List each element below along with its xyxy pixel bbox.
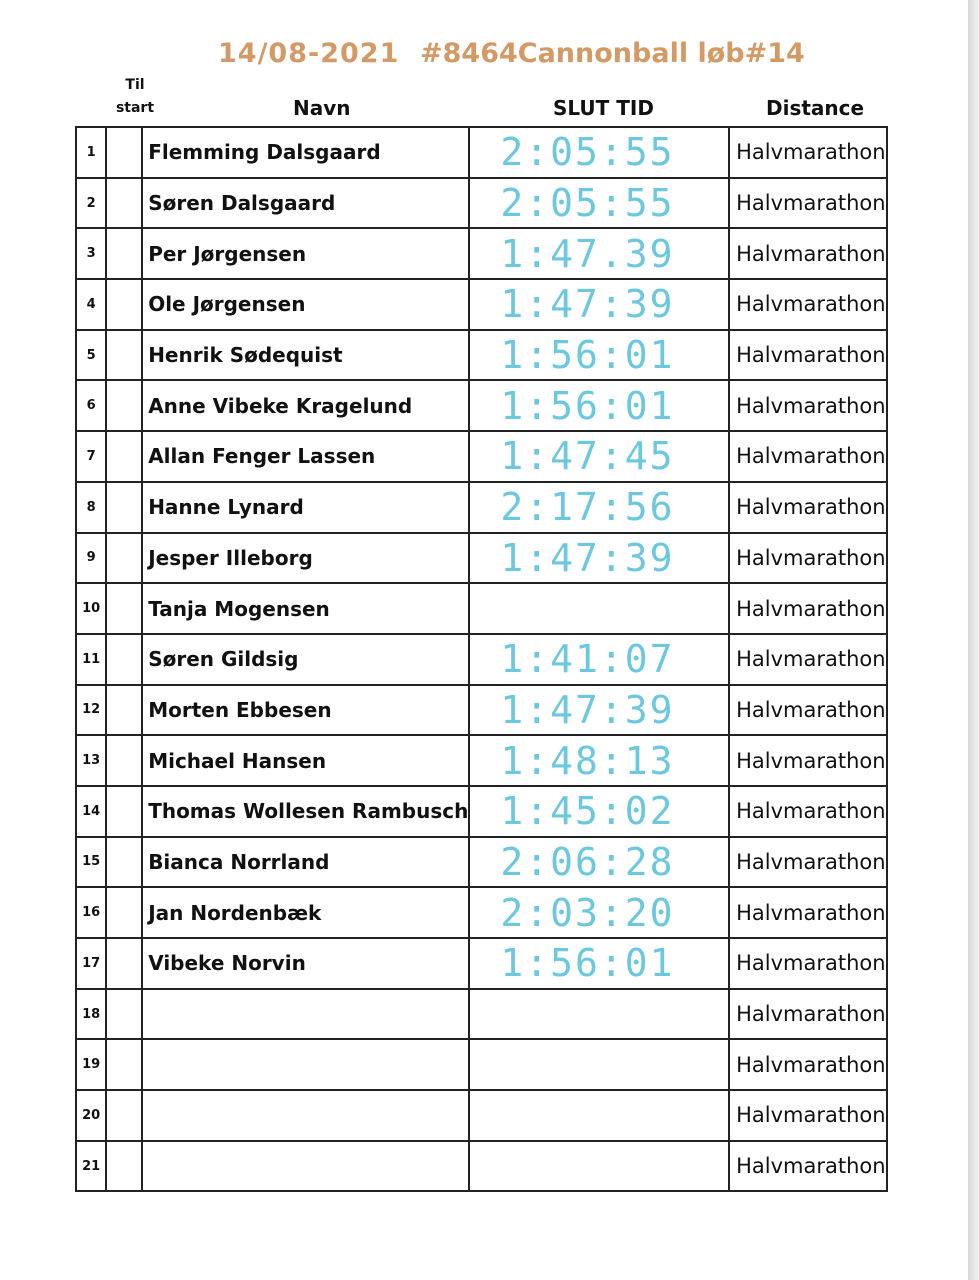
row-number: 17 [76,938,106,989]
distance-cell: Halvmarathon [729,380,887,431]
finish-time: 1:47.39 [469,228,729,279]
row-number: 4 [76,279,106,330]
til-start-cell [106,989,142,1040]
til-start-cell [106,837,142,888]
til-start-cell [106,431,142,482]
finish-time: 1:48:13 [469,735,729,786]
row-number: 13 [76,735,106,786]
distance-cell: Halvmarathon [729,482,887,533]
table-row [76,786,887,837]
runner-name [142,989,469,1040]
finish-time: 1:47:39 [469,685,729,736]
til-start-line1: Til [125,77,145,93]
runner-name: Bianca Norrland [142,837,469,888]
til-start-cell [106,938,142,989]
til-start-cell [106,735,142,786]
row-number: 14 [76,786,106,837]
runner-name: Hanne Lynard [142,482,469,533]
runner-name [142,1141,469,1192]
til-start-cell [106,279,142,330]
runner-name: Tanja Mogensen [142,583,469,634]
table-row [76,938,887,989]
distance-cell: Halvmarathon [729,1039,887,1090]
distance-cell: Halvmarathon [729,735,887,786]
row-number: 9 [76,533,106,584]
table-row [76,1039,887,1090]
table-row [76,837,887,888]
finish-time: 1:47:39 [469,533,729,584]
runner-name: Anne Vibeke Kragelund [142,380,469,431]
til-start-cell [106,127,142,178]
finish-time: 1:47:39 [469,279,729,330]
finish-time: 1:41:07 [469,634,729,685]
runner-name: Søren Gildsig [142,634,469,685]
runner-name: Michael Hansen [142,735,469,786]
runner-name: Allan Fenger Lassen [142,431,469,482]
til-start-cell [106,786,142,837]
finish-time: 2:05:55 [469,127,729,178]
row-number: 2 [76,178,106,229]
table-row [76,989,887,1040]
til-start-cell [106,380,142,431]
distance-cell: Halvmarathon [729,228,887,279]
til-start-cell [106,1039,142,1090]
distance-cell: Halvmarathon [729,989,887,1040]
row-number: 18 [76,989,106,1040]
table-row [76,431,887,482]
row-number: 3 [76,228,106,279]
finish-time [469,583,729,634]
table-row [76,887,887,938]
distance-cell: Halvmarathon [729,1090,887,1141]
event-title: #8464Cannonball løb#14 [420,38,805,69]
til-start-cell [106,634,142,685]
distance-cell: Halvmarathon [729,330,887,381]
distance-cell: Halvmarathon [729,583,887,634]
row-number: 6 [76,380,106,431]
til-start-cell [106,1141,142,1192]
table-row [76,380,887,431]
til-start-cell [106,1090,142,1141]
distance-cell: Halvmarathon [729,533,887,584]
row-number: 21 [76,1141,106,1192]
til-start-cell [106,228,142,279]
column-header-til-start [110,74,160,120]
finish-time: 2:05:55 [469,178,729,229]
row-number: 20 [76,1090,106,1141]
row-number: 19 [76,1039,106,1090]
finish-time [469,989,729,1040]
runner-name: Flemming Dalsgaard [142,127,469,178]
finish-time: 2:06:28 [469,837,729,888]
distance-cell: Halvmarathon [729,634,887,685]
results-table [75,126,888,1192]
runner-name: Per Jørgensen [142,228,469,279]
runner-name: Jesper Illeborg [142,533,469,584]
distance-cell: Halvmarathon [729,837,887,888]
til-start-cell [106,583,142,634]
finish-time: 1:56:01 [469,380,729,431]
finish-time [469,1141,729,1192]
runner-name: Vibeke Norvin [142,938,469,989]
distance-cell: Halvmarathon [729,887,887,938]
row-number: 16 [76,887,106,938]
table-row [76,583,887,634]
til-start-line2: start [115,100,155,116]
runner-name [142,1039,469,1090]
table-row [76,279,887,330]
distance-cell: Halvmarathon [729,685,887,736]
row-number: 11 [76,634,106,685]
sheet-header [0,38,968,78]
table-row [76,330,887,381]
distance-cell: Halvmarathon [729,431,887,482]
table-row [76,1141,887,1192]
finish-time: 1:56:01 [469,330,729,381]
row-number: 8 [76,482,106,533]
runner-name: Morten Ebbesen [142,685,469,736]
table-row [76,127,887,178]
table-row [76,634,887,685]
column-header-distance: Distance [766,96,865,120]
row-number: 12 [76,685,106,736]
runner-name: Thomas Wollesen Rambusch [142,786,469,837]
event-date: 14/08-2021 [218,38,400,69]
table-row [76,1090,887,1141]
finish-time: 2:03:20 [469,887,729,938]
runner-name: Søren Dalsgaard [142,178,469,229]
distance-cell: Halvmarathon [729,127,887,178]
column-header-navn: Navn [293,96,351,120]
row-number: 15 [76,837,106,888]
runner-name: Jan Nordenbæk [142,887,469,938]
table-row [76,735,887,786]
distance-cell: Halvmarathon [729,178,887,229]
row-number: 5 [76,330,106,381]
table-row [76,228,887,279]
til-start-cell [106,178,142,229]
til-start-cell [106,330,142,381]
row-number: 7 [76,431,106,482]
finish-time [469,1039,729,1090]
finish-time [469,1090,729,1141]
row-number: 1 [76,127,106,178]
distance-cell: Halvmarathon [729,938,887,989]
finish-time: 1:45:02 [469,786,729,837]
table-row [76,533,887,584]
table-row [76,685,887,736]
til-start-cell [106,887,142,938]
row-number: 10 [76,583,106,634]
til-start-cell [106,482,142,533]
table-row [76,178,887,229]
finish-time: 1:56:01 [469,938,729,989]
runner-name: Ole Jørgensen [142,279,469,330]
til-start-cell [106,685,142,736]
til-start-cell [106,533,142,584]
runner-name [142,1090,469,1141]
table-row [76,482,887,533]
finish-time: 2:17:56 [469,482,729,533]
runner-name: Henrik Sødequist [142,330,469,381]
column-header-slut-tid: SLUT TID [553,96,654,120]
finish-time: 1:47:45 [469,431,729,482]
distance-cell: Halvmarathon [729,1141,887,1192]
page-edge [968,0,979,1280]
distance-cell: Halvmarathon [729,279,887,330]
distance-cell: Halvmarathon [729,786,887,837]
